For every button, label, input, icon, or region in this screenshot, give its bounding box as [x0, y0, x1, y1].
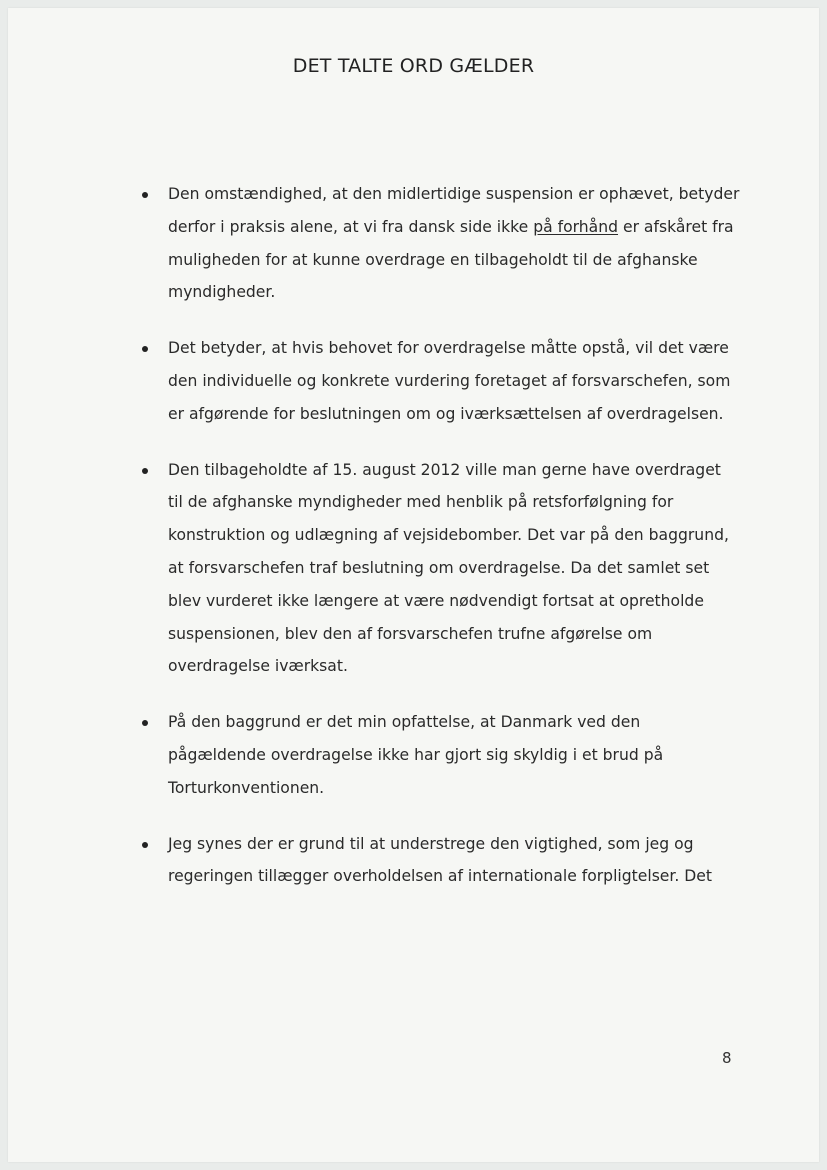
bullet-item: [140, 332, 740, 430]
page-title: DET TALTE ORD GÆLDER: [292, 55, 535, 77]
bullet-item: [140, 706, 740, 804]
bullet-dot-icon: [142, 192, 148, 198]
page-number: 8: [722, 1049, 732, 1067]
bullet-item: [140, 178, 740, 309]
bullet-item: [140, 454, 740, 684]
bullet-dot-icon: [142, 720, 148, 726]
underlined-phrase: på forhånd: [533, 217, 619, 236]
bullet-text: På den baggrund er det min opfattelse, at Danmark ved den pågældende overdragelse ikke har gjort sig skyldig i et brud på Torturkonventionen.: [168, 713, 664, 797]
bullet-text-part: Den omstændighed, at den midlertidige suspension er ophævet, betyder derfor i praksis alene, at vi fra dansk side ikke: [168, 185, 740, 236]
bullet-text-part: er afskåret fra muligheden for at kunne overdrage en tilbageholdt til de afghanske myndigheder.: [168, 217, 734, 302]
bullet-text: Den tilbageholdte af 15. august 2012 ville man gerne have overdraget til de afghanske myndigheder med henblik på retsforfølgning for konstruktion og udlægning af vejsidebomber. Det var på den baggrund, at forsvarschefen traf beslutning om overdragelse. Da det samlet set blev vurderet ikke længere at være nødvendigt fortsat at opretholde suspensionen, blev den af forsvarschefen trufne afgørelse om overdragelse iværksat.: [168, 460, 729, 676]
bullet-text: Jeg synes der er grund til at understrege den vigtighed, som jeg og regeringen tillægger overholdelsen af internationale forpligtelser. Det: [168, 834, 713, 886]
bullet-dot-icon: [142, 468, 148, 474]
bullet-dot-icon: [142, 842, 148, 848]
bullet-text: Det betyder, at hvis behovet for overdragelse måtte opstå, vil det være den individuelle og konkrete vurdering foretaget af forsvarschefen, som er afgørende for beslutningen om og iværksættelsen af overdragelsen.: [168, 339, 731, 423]
bullet-list: [140, 178, 740, 916]
bullet-item: [140, 828, 740, 894]
bullet-dot-icon: [142, 346, 148, 352]
